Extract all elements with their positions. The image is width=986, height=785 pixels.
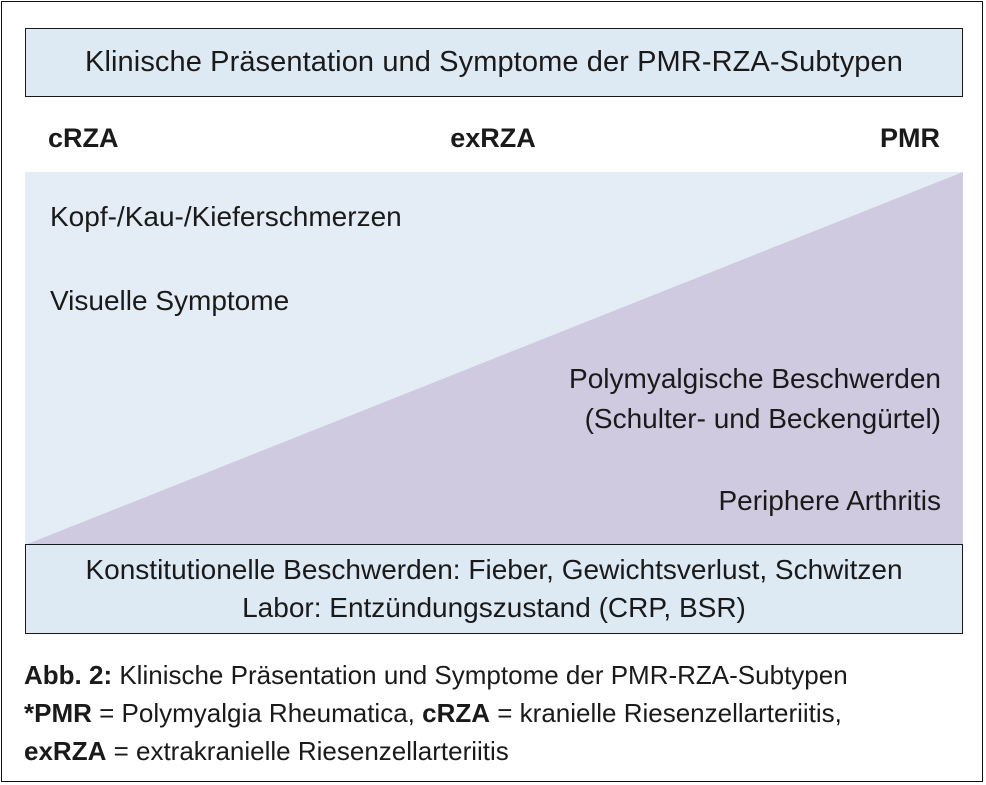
caption-title: Klinische Präsentation und Symptome der PMR-RZA-Subtypen (119, 660, 848, 690)
subtype-label-pmr: PMR (880, 123, 940, 153)
caption-line-2 (24, 694, 974, 732)
def-exrza: = extrakranielle Riesenzellarteriitis (106, 736, 509, 766)
caption-line-3 (24, 732, 974, 770)
abbr-pmr: PMR (34, 698, 92, 728)
symptom-periphere-arthritis: Periphere Arthritis (718, 485, 941, 516)
caption-line-1 (24, 656, 974, 694)
symptom-visuell: Visuelle Symptome (50, 285, 290, 316)
caption-label: Abb. 2: (24, 660, 113, 690)
shared-symptoms-box (25, 544, 963, 634)
abbr-exrza: exRZA (24, 736, 107, 766)
def-pmr: = Polymyalgia Rheumatica, (91, 698, 423, 728)
symptom-kopf-kau-kiefer: Kopf-/Kau-/Kieferschmerzen (50, 201, 402, 232)
abbr-crza: cRZA (422, 698, 491, 728)
diagram-title-box (25, 28, 963, 97)
constitutional-symptoms: Konstitutionelle Beschwerden: Fieber, Gewichtsverlust, Schwitzen (85, 554, 903, 585)
caption-star: * (24, 698, 35, 728)
def-crza: = kranielle Riesenzellarteriitis, (490, 698, 842, 728)
symptom-polymyalgisch-detail: (Schulter- und Beckengürtel) (584, 403, 941, 434)
diagram-title: Klinische Präsentation und Symptome der PMR-RZA-Subtypen (85, 46, 903, 78)
subtype-label-crza: cRZA (48, 123, 119, 153)
figure-caption (24, 656, 974, 770)
symptom-polymyalgisch: Polymyalgische Beschwerden (569, 363, 941, 394)
subtype-label-exrza: exRZA (450, 123, 536, 153)
lab-findings: Labor: Entzündungszustand (CRP, BSR) (242, 592, 746, 623)
